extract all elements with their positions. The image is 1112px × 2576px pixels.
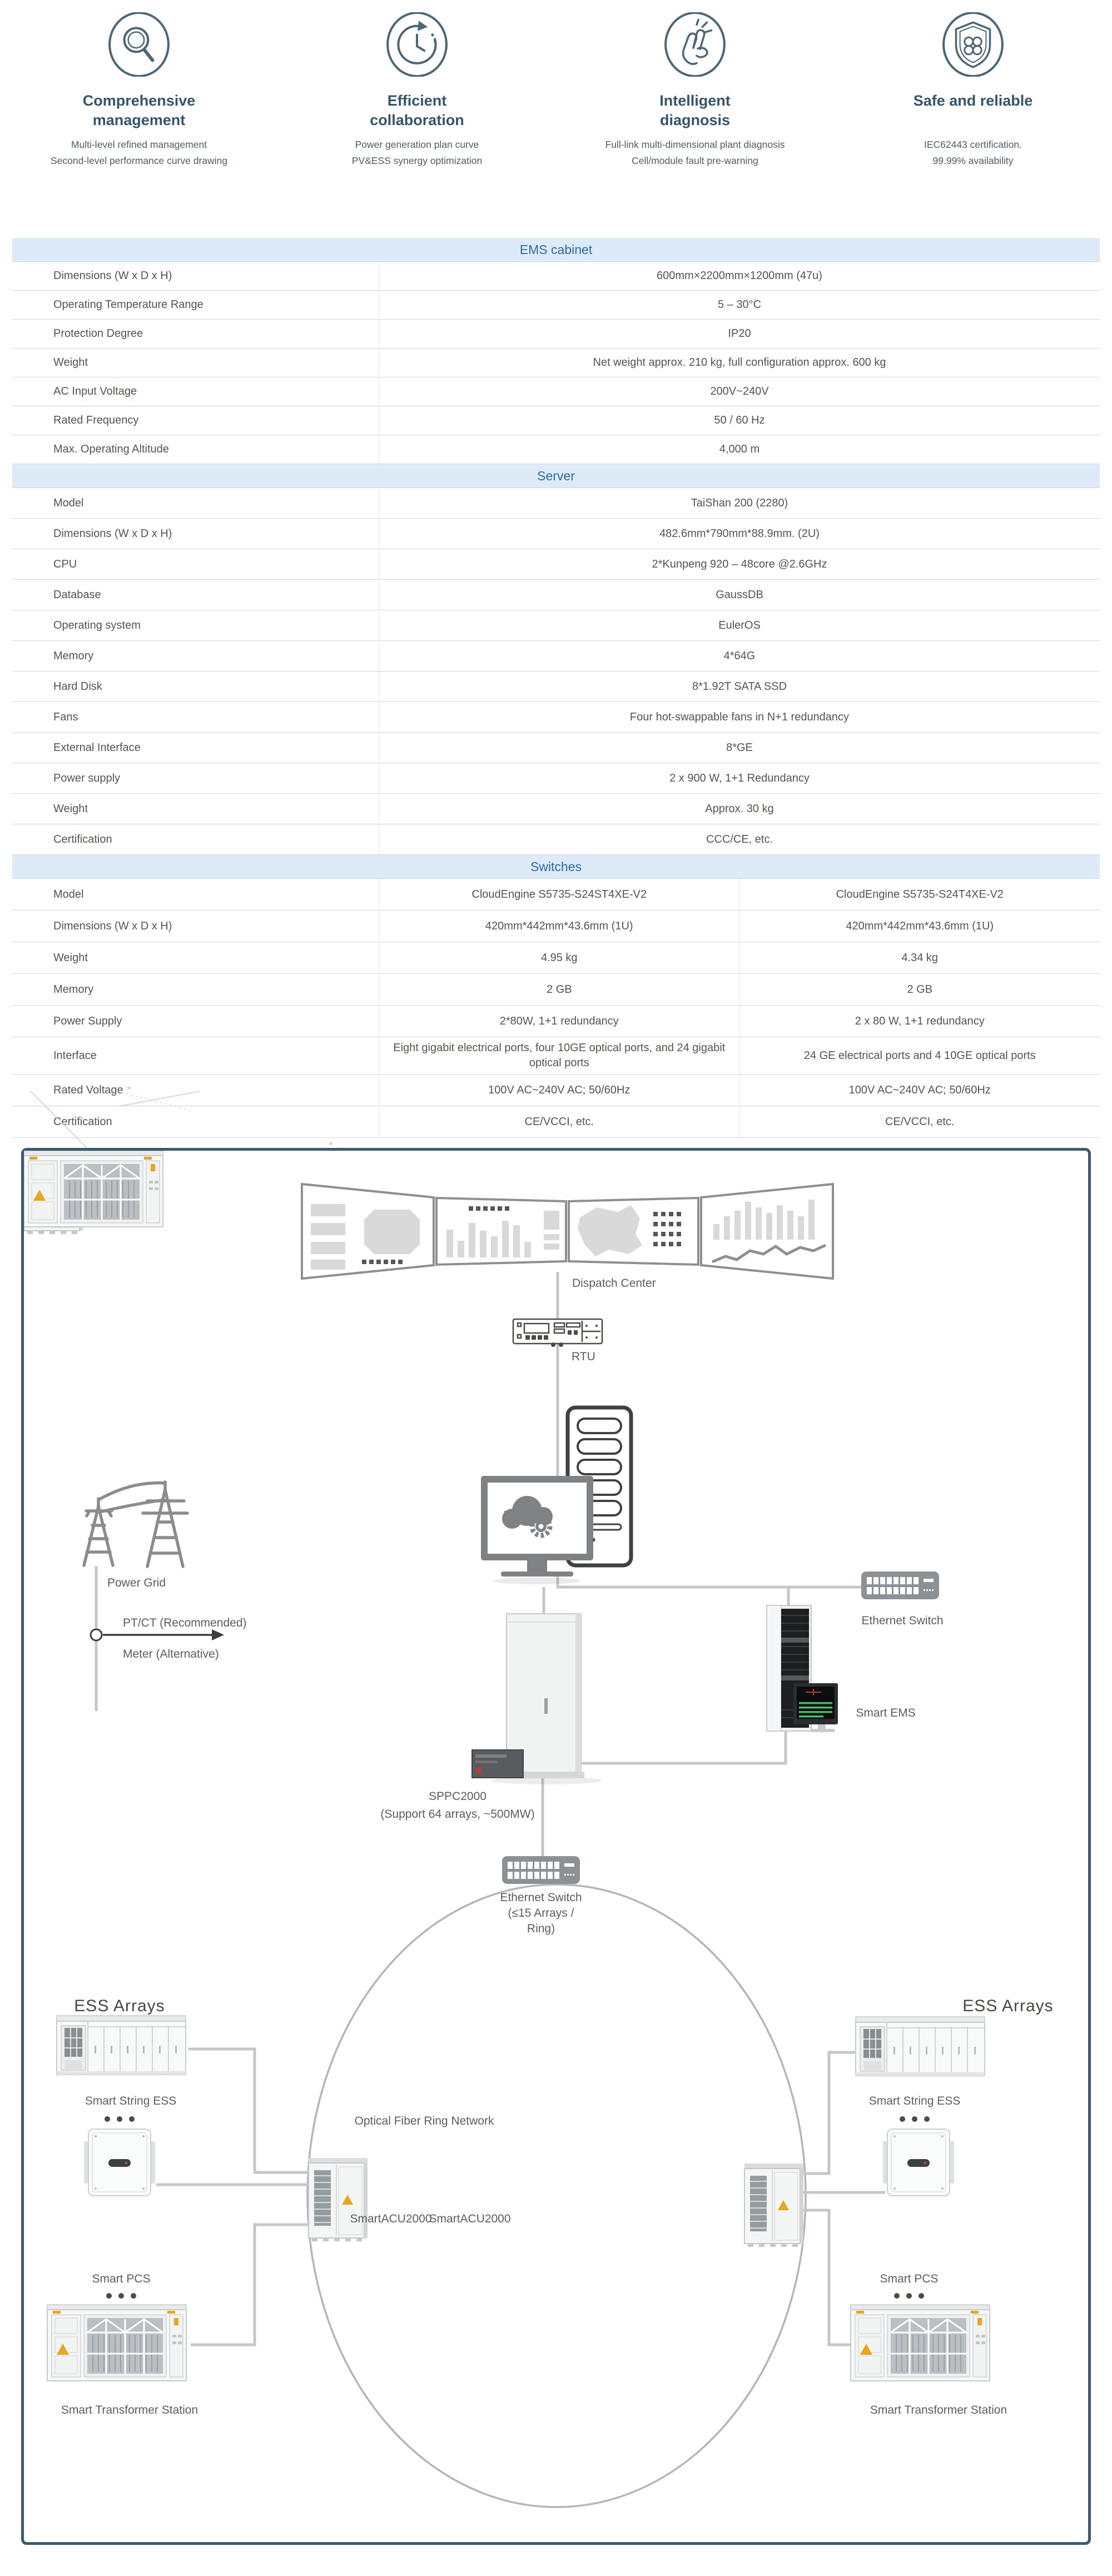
table-row	[12, 320, 1100, 349]
row-label: Fans	[12, 702, 379, 732]
feature-subtext: IEC62443 certification. 99.99% availability	[924, 139, 1022, 166]
ess-arrays-right-title: ESS Arrays	[962, 1997, 1054, 2015]
row-value: GaussDB	[716, 588, 763, 601]
wire-server-branch	[558, 1577, 861, 1587]
ptct-label: PT/CT (Recommended)	[123, 1617, 247, 1629]
table-row	[12, 262, 1100, 291]
row-label: Operating system	[12, 610, 379, 640]
row-label: Weight	[12, 794, 379, 824]
row-value: 8*GE	[726, 741, 753, 754]
rtu-icon	[513, 1319, 602, 1347]
table-section-header: EMS cabinet	[12, 238, 1100, 262]
spec-table-server	[12, 464, 1100, 855]
table-row	[12, 488, 1100, 519]
wire-ess-acu-right-top	[803, 2052, 856, 2174]
table-row	[12, 519, 1100, 549]
row-value: 200V~240V	[710, 385, 769, 397]
row-label: External Interface	[12, 733, 379, 763]
row-value: 600mm×2200mm×1200mm (47u)	[657, 270, 822, 282]
row-value: 50 / 60 Hz	[714, 414, 765, 426]
row-value: 4.95 kg	[540, 951, 578, 964]
smart-string-ess-left-label: Smart String ESS	[85, 2095, 177, 2107]
table-row	[12, 580, 1100, 610]
row-value: 4,000 m	[719, 443, 760, 455]
scada-monitor-icon	[481, 1476, 593, 1584]
table-row	[12, 672, 1100, 702]
row-value: 420mm*442mm*43.6mm (1U)	[485, 919, 633, 932]
row-label: Memory	[12, 974, 379, 1005]
smart-ems-icon	[767, 1605, 838, 1732]
feature-title: Safe and reliable	[913, 92, 1033, 109]
table-row	[12, 824, 1100, 855]
table-section-header: Switches	[12, 855, 1100, 879]
feature-subtext: Multi-level refined management Second-level performance curve drawing	[50, 139, 228, 166]
smart-string-ess-right-label: Smart String ESS	[868, 2095, 961, 2107]
table-row	[12, 377, 1100, 406]
row-value: 2 x 80 W, 1+1 redundancy	[739, 1006, 1100, 1037]
row-value: IP20	[728, 327, 751, 340]
row-value: 8*1.92T SATA SSD	[692, 680, 787, 693]
power-grid-icon	[84, 1482, 187, 1567]
row-label: Weight	[12, 942, 379, 973]
feature-title: Intelligent diagnosis	[659, 92, 731, 129]
feature-efficient-collaboration	[278, 12, 556, 169]
spec-tables	[12, 238, 1100, 1138]
snap-fingers-icon	[663, 12, 727, 77]
smartacu-left-label: SmartACU2000	[350, 2212, 432, 2225]
row-value: TaiShan 200 (2280)	[691, 496, 788, 509]
row-value: 2 x 900 W, 1+1 Redundancy	[669, 772, 810, 784]
feature-title: Efficient collaboration	[370, 92, 464, 129]
feature-strip	[0, 12, 1112, 169]
row-label: Interface	[12, 1037, 379, 1074]
table-row	[12, 349, 1100, 377]
ring-switch-label-3: Ring)	[527, 1922, 555, 1935]
table-row	[12, 911, 1100, 942]
feature-subtext: Full-link multi-dimensional plant diagnosis Cell/module fault pre-warning	[605, 139, 785, 166]
table-row	[12, 610, 1100, 641]
row-value: Eight gigabit electrical ports, four 10GE optical ports, and 24 gigabit optical ports	[393, 1042, 726, 1069]
row-value: 24 GE electrical ports and 4 10GE optical ports	[739, 1037, 1100, 1074]
wire-ess-acu-left-top	[188, 2049, 309, 2172]
table-row	[12, 641, 1100, 672]
row-value: Four hot-swappable fans in N+1 redundancy	[629, 710, 850, 723]
row-label: Model	[12, 488, 379, 518]
feature-safe-and-reliable	[834, 12, 1112, 169]
table-section-header: Server	[12, 464, 1100, 488]
row-label: Dimensions (W x D x H)	[12, 519, 379, 549]
row-label: Power supply	[12, 763, 379, 793]
row-label: Certification	[12, 824, 379, 854]
row-value: 4*64G	[723, 649, 756, 662]
sppc2000-sublabel: (Support 64 arrays, ~500MW)	[380, 1808, 535, 1821]
table-row	[12, 549, 1100, 580]
row-value: CloudEngine S5735-S24ST4XE-V2	[471, 888, 647, 901]
table-row	[12, 763, 1100, 794]
row-label: Dimensions (W x D x H)	[12, 911, 379, 942]
sppc2000-label: SPPC2000	[429, 1790, 487, 1803]
row-value: 2 GB	[739, 974, 1100, 1005]
table-row	[12, 733, 1100, 763]
smart-transformer-left-label: Smart Transformer Station	[61, 2404, 198, 2416]
table-row	[12, 879, 1100, 911]
grid-tap-node	[91, 1629, 102, 1640]
row-value: 100V AC~240V AC; 50/60Hz	[488, 1083, 631, 1096]
feature-intelligent-diagnosis	[556, 12, 834, 169]
smart-pcs-right-label: Smart PCS	[880, 2272, 939, 2285]
row-label: Max. Operating Altitude	[12, 435, 379, 464]
row-label: Weight	[12, 349, 379, 377]
row-value: CE/VCCI, etc.	[739, 1106, 1100, 1137]
row-value: Approx. 30 kg	[705, 802, 774, 815]
rtu-label: RTU	[572, 1350, 595, 1363]
ring-network-label: Optical Fiber Ring Network	[354, 2115, 494, 2127]
row-label: Memory	[12, 641, 379, 671]
row-label: Protection Degree	[12, 320, 379, 348]
power-grid-label: Power Grid	[107, 1577, 166, 1589]
table-row	[12, 974, 1100, 1006]
row-label: AC Input Voltage	[12, 377, 379, 406]
row-value: 5 – 30°C	[717, 299, 762, 311]
feature-title: Comprehensive management	[82, 92, 196, 129]
table-row	[12, 291, 1100, 320]
row-value: EulerOS	[718, 619, 761, 631]
ring-switch-label-1: Ethernet Switch	[500, 1891, 582, 1904]
row-value: 100V AC~240V AC; 50/60Hz	[739, 1075, 1100, 1106]
wire-ess-acu-left-bot	[191, 2225, 309, 2345]
row-label: Database	[12, 580, 379, 610]
row-label: Rated Frequency	[12, 406, 379, 435]
row-value: 482.6mm*790mm*88.9mm. (2U)	[659, 527, 820, 540]
ring-switch-label-2: (≤15 Arrays /	[508, 1907, 574, 1919]
row-value: 2*Kunpeng 920 – 48core @2.6GHz	[652, 558, 827, 570]
row-label: Operating Temperature Range	[12, 291, 379, 319]
table-row	[12, 942, 1100, 974]
ethernet-switch-right-label: Ethernet Switch	[861, 1614, 944, 1627]
table-row	[12, 435, 1100, 464]
row-label: CPU	[12, 549, 379, 579]
feature-comprehensive-management	[0, 12, 278, 169]
table-row	[12, 794, 1100, 824]
row-label: Hard Disk	[12, 672, 379, 702]
row-label: Certification	[12, 1106, 379, 1137]
row-value: Net weight approx. 210 kg, full configuration approx. 600 kg	[593, 356, 886, 369]
table-row	[12, 1006, 1100, 1037]
row-label: Dimensions (W x D x H)	[12, 262, 379, 290]
row-value: 4.34 kg	[739, 942, 1100, 973]
ess-arrays-left-title: ESS Arrays	[74, 1997, 165, 2015]
topology-diagram	[21, 1148, 1091, 2545]
magnifier-icon	[107, 12, 171, 77]
table-row	[12, 1037, 1100, 1075]
sppc2000-icon	[472, 1614, 602, 1784]
row-value: 2 GB	[546, 983, 572, 996]
shield-icon	[941, 12, 1005, 77]
sync-clock-icon	[385, 12, 449, 77]
meter-label: Meter (Alternative)	[123, 1648, 219, 1660]
ethernet-switch-icon	[861, 1572, 939, 1599]
smartacu-right-label: SmartACU2000	[429, 2212, 511, 2225]
table-row	[12, 406, 1100, 435]
spec-table-ems-cabinet	[12, 238, 1100, 464]
row-value: 420mm*442mm*43.6mm (1U)	[739, 911, 1100, 942]
row-value: CloudEngine S5735-S24T4XE-V2	[739, 879, 1100, 910]
smart-transformer-station-icon	[24, 1151, 163, 1227]
feature-subtext: Power generation plan curve PV&ESS synergy optimization	[351, 139, 483, 166]
row-value: CCC/CE, etc.	[706, 833, 773, 846]
row-label: Power Supply	[12, 1006, 379, 1037]
row-value: 2*80W, 1+1 redundancy	[499, 1015, 619, 1027]
table-row	[12, 702, 1100, 733]
row-label: Rated Voltage	[12, 1075, 379, 1106]
dispatch-video-wall	[302, 1184, 833, 1279]
optical-fiber-ring	[307, 1884, 806, 2507]
smart-ems-label: Smart EMS	[856, 1707, 916, 1719]
row-label: Model	[12, 879, 379, 910]
wire-ess-acu-right-bot	[803, 2210, 851, 2345]
wire-sppc-ems	[581, 1730, 786, 1763]
row-value: CE/VCCI, etc.	[524, 1115, 594, 1128]
sketch-decoration	[6, 1081, 350, 1159]
smart-pcs-left-label: Smart PCS	[92, 2272, 151, 2285]
dispatch-center-label: Dispatch Center	[572, 1277, 656, 1290]
smart-transformer-right-label: Smart Transformer Station	[870, 2404, 1007, 2416]
ring-ethernet-switch-icon	[502, 1856, 580, 1884]
